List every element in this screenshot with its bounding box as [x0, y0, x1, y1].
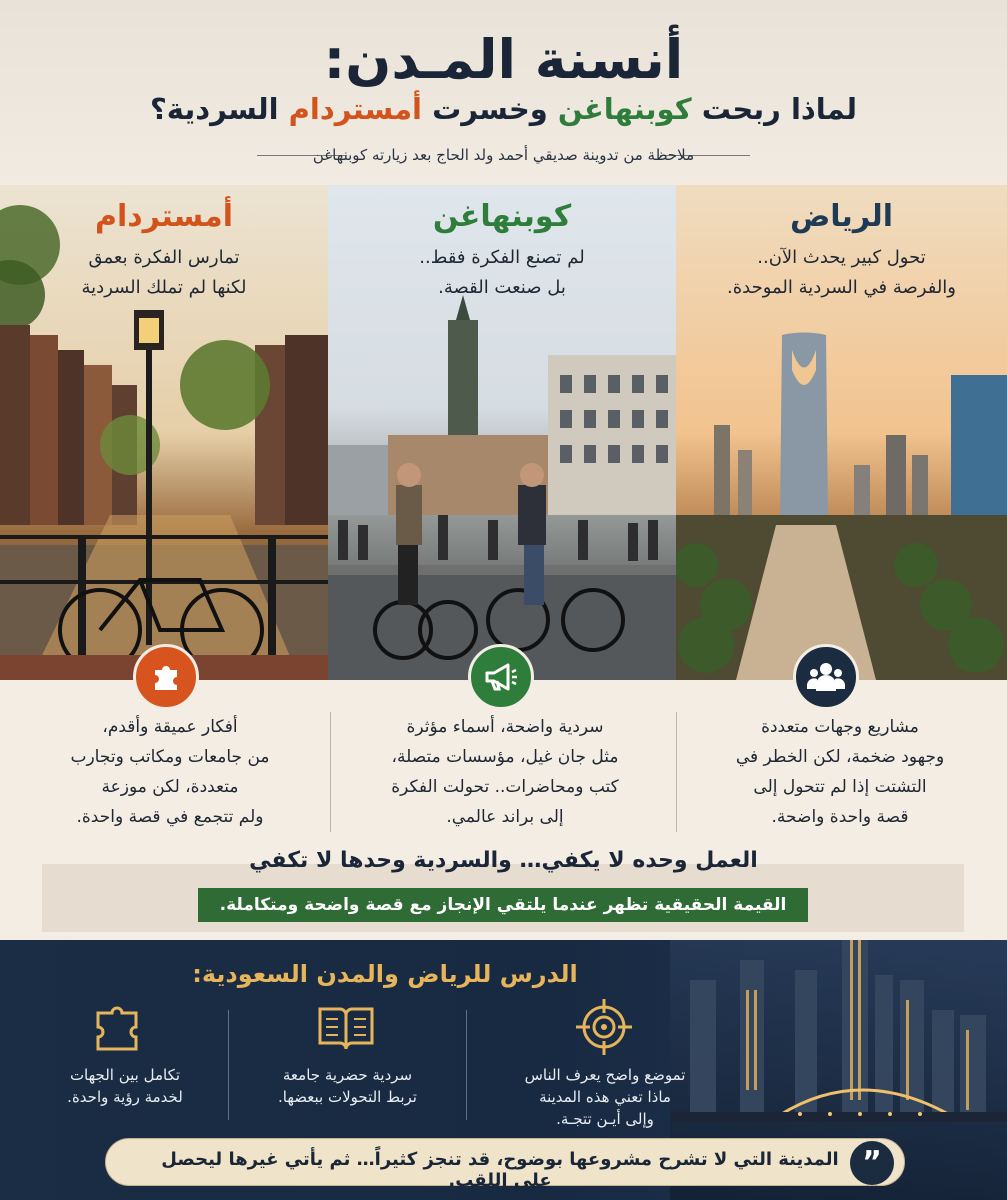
lesson-item-narrative [240, 1064, 455, 1108]
megaphone-icon [468, 644, 534, 710]
copenhagen-heading: كوبنهاغن [432, 199, 572, 234]
subtitle-city-copenhagen: كوبنهاغن [557, 92, 692, 126]
riyadh-tagline-line2: والفرصة في السردية الموحدة. [727, 277, 956, 298]
lesson-item-line: لخدمة رؤية واحدة. [67, 1088, 183, 1106]
amsterdam-desc-line: من جامعات ومكاتب وتجارب [70, 747, 270, 767]
quote-text: المدينة التي لا تشرح مشروعها بوضوح، قد تنجز كثيراً… ثم يأتي غيرها ليحصل على اللقب. [161, 1149, 839, 1191]
target-icon [572, 995, 636, 1059]
lesson-divider [228, 1010, 229, 1120]
message-heading: العمل وحده لا يكفي… والسردية وحدها لا تكفي [249, 848, 758, 873]
message-highlight: القيمة الحقيقية تظهر عندما يلتقي الإنجاز مع قصة واضحة ومتكاملة. [198, 888, 808, 922]
book-icon [314, 995, 378, 1059]
column-divider [676, 712, 677, 832]
riyadh-heading: الرياض [789, 199, 894, 234]
copenhagen-desc-line: إلى براند عالمي. [446, 807, 564, 827]
amsterdam-desc-line: ولم تتجمع في قصة واحدة. [76, 807, 264, 827]
lesson-item-line: وإلى أيـن تتجـة. [556, 1110, 654, 1128]
subtitle-part1: لماذا ربحت [701, 92, 858, 126]
subtitle-part2: وخسرت [432, 92, 548, 126]
column-riyadh [676, 185, 1007, 680]
lesson-item-line: تموضع واضح يعرف الناس [524, 1066, 686, 1084]
copenhagen-tagline-line1: لم تصنع الفكرة فقط.. [419, 247, 585, 268]
riyadh-desc-line: قصة واحدة واضحة. [771, 807, 909, 827]
riyadh-desc-line: التشتت إذا لم تتحول إلى [753, 777, 927, 797]
copenhagen-tagline-line2: بل صنعت القصة. [438, 277, 566, 298]
riyadh-desc-line: وجهود ضخمة، لكن الخطر في [735, 747, 945, 767]
riyadh-desc-line: مشاريع وجهات متعددة [761, 717, 919, 737]
copenhagen-tagline [328, 243, 676, 303]
lesson-item-line: سردية حضرية جامعة [282, 1066, 413, 1084]
puzzle-icon [88, 995, 152, 1059]
quote-icon: ” [850, 1141, 894, 1185]
riyadh-description [690, 712, 990, 832]
page-subtitle [0, 92, 1007, 126]
amsterdam-tagline-line1: تمارس الفكرة بعمق [88, 247, 240, 268]
column-amsterdam [0, 185, 328, 680]
amsterdam-desc-line: أفكار عميقة وأقدم، [102, 717, 238, 737]
copenhagen-desc-line: كتب ومحاضرات.. تحولت الفكرة [391, 777, 619, 797]
lesson-title: الدرس للرياض والمدن السعودية: [192, 960, 578, 988]
lesson-item-positioning [495, 1064, 715, 1130]
lesson-divider [466, 1010, 467, 1120]
lesson-item-integration [30, 1064, 220, 1108]
group-icon [793, 644, 859, 710]
source-note: ملاحظة من تدوينة صديقي أحمد ولد الحاج بعد زيارته كوبنهاغن [312, 146, 695, 164]
subtitle-city-amsterdam: أمستردام [288, 92, 423, 126]
amsterdam-tagline [0, 243, 328, 303]
copenhagen-description [345, 712, 665, 832]
riyadh-tagline [676, 243, 1007, 303]
amsterdam-heading: أمستردام [95, 199, 233, 234]
lesson-item-line: تربط التحولات ببعضها. [278, 1088, 417, 1106]
column-divider [330, 712, 331, 832]
column-copenhagen [328, 185, 676, 680]
page-title: أنسنة المـدن: [323, 28, 684, 91]
lesson-item-line: ماذا تعني هذه المدينة [539, 1088, 671, 1106]
copenhagen-desc-line: مثل جان غيل، مؤسسات متصلة، [391, 747, 619, 767]
puzzle-icon [133, 644, 199, 710]
amsterdam-desc-line: متعددة، لكن موزعة [101, 777, 239, 797]
copenhagen-desc-line: سردية واضحة، أسماء مؤثرة [406, 717, 604, 737]
lesson-item-line: تكامل بين الجهات [69, 1066, 181, 1084]
subtitle-part3: السردية؟ [149, 92, 279, 126]
amsterdam-tagline-line2: لكنها لم تملك السردية [81, 277, 247, 298]
amsterdam-description [20, 712, 320, 832]
riyadh-tagline-line1: تحول كبير يحدث الآن.. [757, 247, 926, 268]
